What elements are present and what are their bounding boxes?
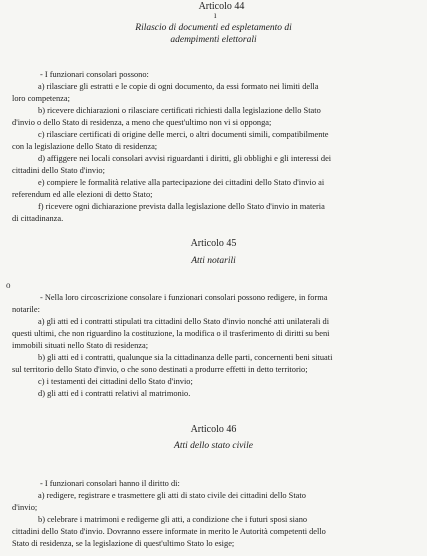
article-44-subtitle-line-1: Rilascio di documenti ed espletamento di [135,23,292,33]
article-46-title: Articolo 46 [190,424,237,435]
article-44-title: Articolo 44 [198,1,245,12]
article-44-line: d) affiggere nei locali consolari avvisi riguardanti i diritti, gli obblighi e gli interessi dei [38,154,332,163]
article-45-line: d) gli atti ed i contratti relativi al matrimonio. [38,389,191,398]
article-44-line: - I funzionari consolari possono: [40,70,149,79]
article-45-line: sul territorio dello Stato d'invio, o che sono destinati a produrre effetti in detto territorio; [12,365,308,374]
article-44-line: referendum ed alle elezioni di detto Stato; [12,190,153,199]
article-45-title: Articolo 45 [190,238,237,249]
article-45-line: immobili situati nello Stato di residenza; [12,341,149,350]
article-45-line: a) gli atti ed i contratti stipulati tra cittadini dello Stato d'invio nonché atti unilaterali di [38,317,330,326]
article-46-line: - I funzionari consolari hanno il diritto di: [40,479,180,488]
article-44-subtitle-line-2: adempimenti elettorali [170,35,257,45]
article-44-line: a) rilasciare gli estratti e le copie di ogni documento, da essi formato nei limiti della [38,82,319,91]
article-45-line: c) i testamenti dei cittadini dello Stato d'invio; [38,377,193,386]
article-44-line: di cittadinanza. [12,214,64,223]
article-46-line: a) redigere, registrare e trasmettere gli atti di stato civile dei cittadini dello Stato [38,491,306,500]
article-45-line: b) gli atti ed i contratti, qualunque sia la cittadinanza delle parti, concernenti beni situati [38,353,333,362]
article-44-line: con la legislazione dello Stato di residenza; [12,142,158,151]
article-46-subtitle: Atti dello stato civile [174,441,253,451]
article-44-line: loro competenza; [12,94,70,103]
article-44-line: cittadini dello Stato d'invio; [12,166,105,175]
article-44-line: c) rilasciare certificati di origine delle merci, o altri documenti simili, compatibilmente [38,130,329,139]
scan-mark: o [6,280,11,290]
article-45-subtitle: Atti notarili [191,256,236,266]
article-46-line: b) celebrare i matrimoni e redigerne gli atti, a condizione che i futuri sposi siano [38,515,308,524]
article-46-line: cittadini dello Stato d'invio. Dovranno essere informate in merito le Autorità competenti dello [12,527,326,536]
article-44-line: d'invio o dello Stato di residenza, a meno che quest'ultimo non vi si opponga; [12,118,272,127]
article-45-line: questi ultimi, che non riguardino la costituzione, la modifica o il trasferimento di diritti su beni [12,329,330,338]
article-46-line: Stato di residenza, se la legislazione di quest'ultimo Stato lo esige; [12,539,235,548]
article-44-line: f) ricevere ogni dichiarazione prevista dalla legislazione dello Stato d'invio in materia [38,202,325,211]
article-46-line: d'invio; [12,503,38,512]
article-45-line: - Nella loro circoscrizione consolare i funzionari consolari possono redigere, in forma [40,293,328,302]
scan-mark: ı [214,10,217,20]
article-45-line: notarile: [12,305,40,314]
article-44-line: b) ricevere dichiarazioni o rilasciare certificati richiesti dalla legislazione dello Stato [38,106,321,115]
article-44-line: e) compiere le formalità relative alla partecipazione dei cittadini dello Stato d'invio ai [38,178,325,187]
